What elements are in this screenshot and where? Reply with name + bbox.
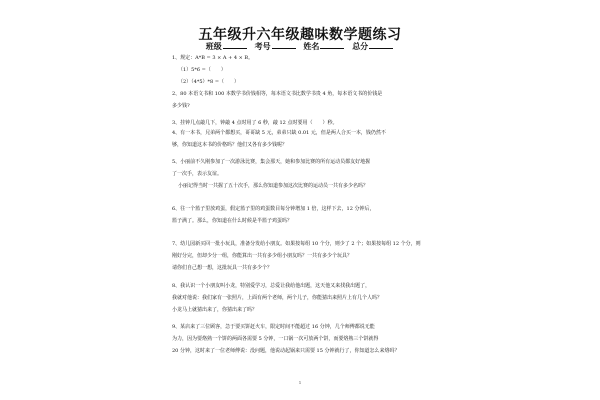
question-5 — [172, 156, 434, 192]
class-blank — [223, 41, 247, 49]
question-7 — [172, 238, 434, 274]
question-4 — [172, 127, 434, 151]
worksheet-title: 五年级升六年级趣味数学题练习 — [198, 27, 402, 43]
question-8 — [172, 280, 434, 316]
question-1 — [172, 52, 434, 88]
question-line: 刚好分完，但却少分一组，你能算出一共有多少组小朋友吗？一共有多少个玩具？ — [172, 253, 353, 259]
page-number: 1 — [298, 380, 302, 385]
name-field — [303, 42, 345, 51]
question-line: （2）（4*5）*8 =（ ） — [178, 79, 240, 85]
question-line: 2、80 本语文书和 100 本数学书价钱相等，每本语文书比数学书贵 4 角，每本语文书的价钱是 — [172, 91, 383, 97]
question-line: 7、幼儿园新买回一批小玩具，准备分发给小朋友。如果按每组 10 个分，则少了 2 个；如果按每组 12 个分，则 — [172, 241, 421, 247]
question-line: 请你们自己想一想，这批玩具一共有多少个？ — [172, 265, 273, 271]
question-line: 小丽记得当时一共握了五十次手，那么你知道参加这次比赛的运动员一共有多少名吗？ — [178, 183, 369, 189]
score-blank — [369, 41, 393, 49]
number-blank — [272, 41, 296, 49]
question-line: 多少钱? — [172, 103, 190, 109]
question-line: 8、我认识一个小朋友叫小龙，特别爱学习，总爱让我给他出题，这天他又来找我出题了， — [172, 283, 371, 289]
question-line: 4、有一本书，兄弟两个都想买，哥哥缺 5 元，弟弟只缺 0.01 元，但是两人合买一本，钱仍然不 — [172, 130, 386, 136]
number-field — [255, 42, 297, 51]
question-line: 20 分钟，这时来了一位老师傅说：没问题，他说动起锅来只需要 15 分钟就行了，你知道怎么来烙吗？ — [172, 348, 400, 354]
question-2 — [172, 88, 434, 112]
name-blank — [320, 41, 344, 49]
name-label: 姓名 — [303, 42, 320, 51]
question-line: 够，你知道这本书的价格吗？他们又各有多少钱呢？ — [172, 142, 288, 148]
score-label: 总分 — [352, 42, 369, 51]
class-field — [206, 42, 248, 51]
question-6 — [172, 203, 434, 227]
question-line: 小龙马上就猜出来了，你猜出来了吗？ — [172, 307, 258, 313]
score-field — [352, 42, 394, 51]
question-9 — [172, 321, 434, 357]
question-line: 1、规定：A*B = 3 × A + 4 × B。 — [172, 55, 254, 61]
number-label: 考号 — [254, 42, 271, 51]
question-line: 我就对他说：我们家有一张照片，上面有两个老师，两个儿子，你能猜出来照片上有几个人吗？ — [172, 295, 383, 301]
question-line: 6、往一个篮子里放鸡蛋，假定篮子里的鸡蛋数目每分钟增加 1 倍，这样下去，12 分钟后， — [172, 206, 375, 212]
question-line: 为力，因为要烙熟一个饼的两面各需要 5 分钟，一口锅一次可放两个饼，而要烙熟三个饼就得 — [172, 336, 379, 342]
question-line: 5、小丽前不久刚参加了一次游泳比赛，集会那天，她和参加比赛的所有运动员都友好地握 — [172, 159, 371, 165]
question-line: 了一次手，表示友谊。 — [172, 171, 223, 177]
question-line: （1）5*6 =（ ） — [178, 67, 226, 73]
question-line: 3、挂钟几点敲几下，钟敲 4 点时用了 6 秒，敲 12 点时要用（ ）秒。 — [172, 120, 338, 126]
class-label: 班级 — [205, 42, 222, 51]
question-line: 9、某店来了三位顾客，急于要买饼赶火车，限定时间不能超过 16 分钟，几个师傅都说无能 — [172, 324, 375, 330]
question-line: 篮子满了。那么，你知道在什么时候是半篮子鸡蛋吗？ — [172, 218, 293, 224]
header-fields — [0, 41, 600, 52]
